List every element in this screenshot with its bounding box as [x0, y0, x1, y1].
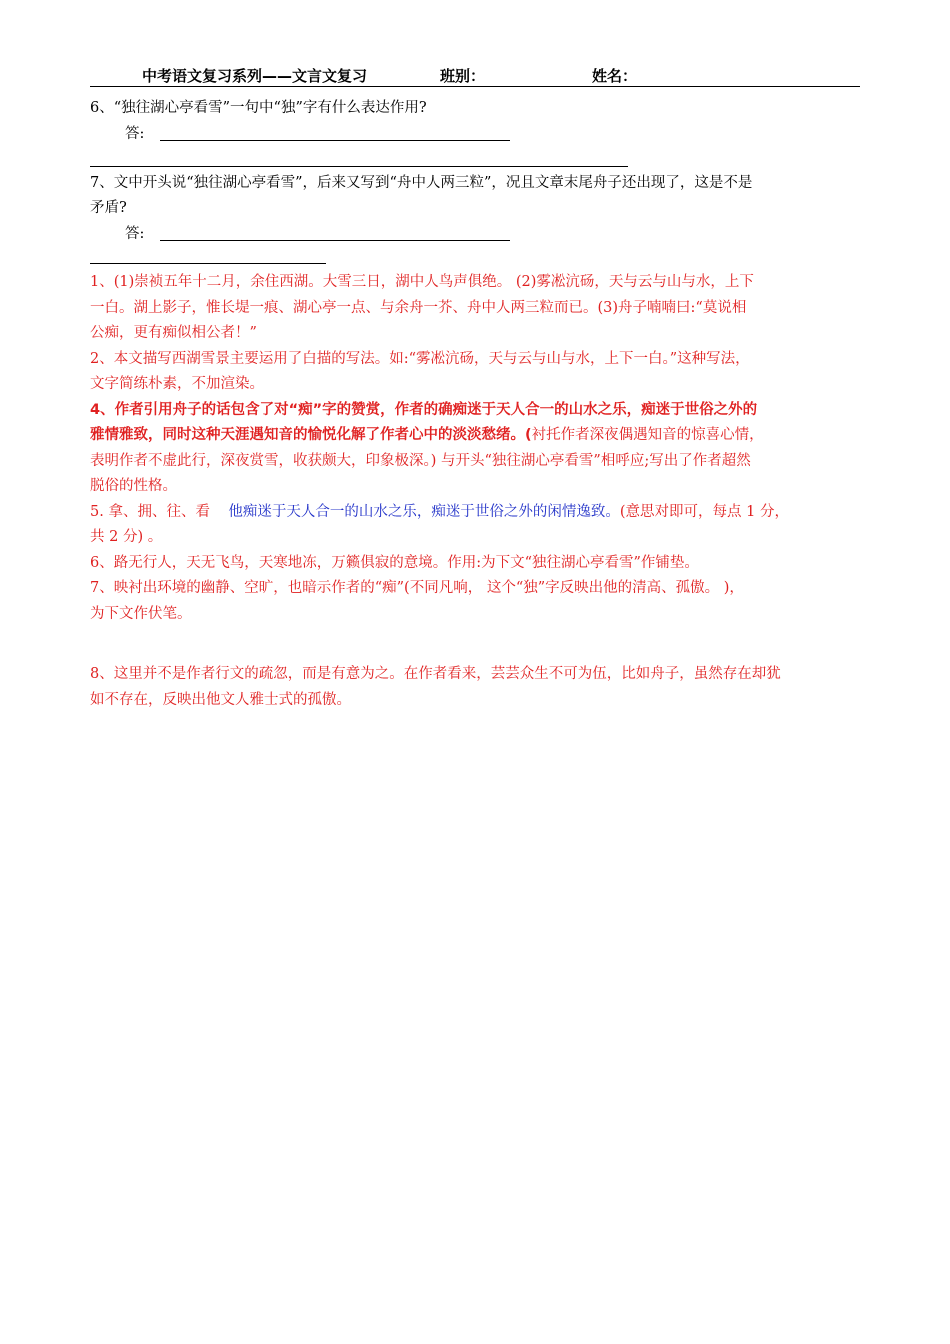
answer-5-verbs: 5. 拿、拥、往、看 [90, 503, 210, 520]
answer-4-line-2 [90, 423, 862, 449]
answer-1-line-3: 公痴，更有痴似相公者！” [90, 325, 257, 341]
question-6: 6、“独往湖心亭看雪”一句中“独”字有什么表达作用? [90, 100, 427, 116]
answer-2-line-1: 2、本文描写西湖雪景主要运用了白描的写法。如:“雾凇沆砀，天与云与山与水，上下一白。”这种写法， [90, 350, 750, 367]
answer-4-bold-part: 雅情雅致，同时这种天涯遇知音的愉悦化解了作者心中的淡淡愁绪。( [90, 427, 532, 443]
answer-4-line-3: 表明作者不虚此行，深夜赏雪，收获颇大，印象极深。) 与开头“独往湖心亭看雪”相呼应;写出了作者超然 [90, 452, 751, 469]
answer-1-line-2: 一白。湖上影子，惟长堤一痕、湖心亭一点、与余舟一芥、舟中人两三粒而已。(3)舟子喃喃曰:“莫说相 [90, 299, 747, 316]
answer-key [90, 270, 862, 627]
answer-5-blue-text: 他痴迷于天人合一的山水之乐，痴迷于世俗之外的闲情逸致。 [228, 503, 620, 520]
answer-6: 6、路无行人，天无飞鸟，天寒地冻，万籁俱寂的意境。作用:为下文“独往湖心亭看雪”作铺垫。 [90, 554, 699, 571]
answer-8-line-2: 如不存在，反映出他文人雅士式的孤傲。 [90, 691, 351, 708]
worksheet-title: 中考语文复习系列——文言文复习 [142, 67, 368, 85]
question-7-answer-line-2[interactable] [90, 263, 326, 264]
answer-2-line-2: 文字简练朴素，不加渲染。 [90, 376, 264, 392]
answer-8-line-1: 8、这里并不是作者行文的疏忽，而是有意为之。在作者看来，芸芸众生不可为伍，比如舟子，虽然存在却犹 [90, 666, 781, 682]
question-6-answer-label: 答: [125, 126, 145, 142]
answer-1-line-1: 1、(1)崇祯五年十二月，余住西湖。大雪三日，湖中人鸟声俱绝。 (2)雾凇沆砀，天与云与山与水，上下 [90, 274, 754, 290]
answer-4-line-1: 4、作者引用舟子的话包含了对“痴”字的赞赏，作者的确痴迷于天人合一的山水之乐，痴迷于世俗之外的 [90, 401, 758, 418]
answer-8-block [90, 662, 862, 713]
question-6-answer-line[interactable] [160, 140, 510, 141]
question-7-answer-label: 答: [125, 226, 145, 242]
answer-4-line-2-rest: 衬托作者深夜偶遇知音的惊喜心情， [531, 427, 764, 443]
question-7-answer-line[interactable] [160, 240, 510, 241]
question-7-line-1: 7、文中开头说“独往湖心亭看雪”，后来又写到“舟中人两三粒”，况且文章末尾舟子还出现了，这是不是 [90, 175, 753, 191]
answer-7-line-1: 7、映衬出环境的幽静、空旷，也暗示作者的“痴”(不同凡响， 这个“独”字反映出他的清高、孤傲。 )， [90, 580, 744, 596]
answer-7-line-2: 为下文作伏笔。 [90, 605, 192, 622]
question-7-line-2: 矛盾? [90, 200, 127, 216]
answer-5-line-2: 共 2 分) 。 [90, 529, 163, 545]
name-label: 姓名： [592, 67, 638, 85]
question-6-answer-line-2[interactable] [90, 166, 628, 167]
answer-5-scoring: (意思对即可，每点 1 分， [619, 503, 789, 520]
answer-4-line-4: 脱俗的性格。 [90, 478, 177, 494]
class-label: 班别： [440, 67, 486, 85]
page-header [90, 66, 860, 87]
answer-5-line-1 [90, 500, 862, 526]
